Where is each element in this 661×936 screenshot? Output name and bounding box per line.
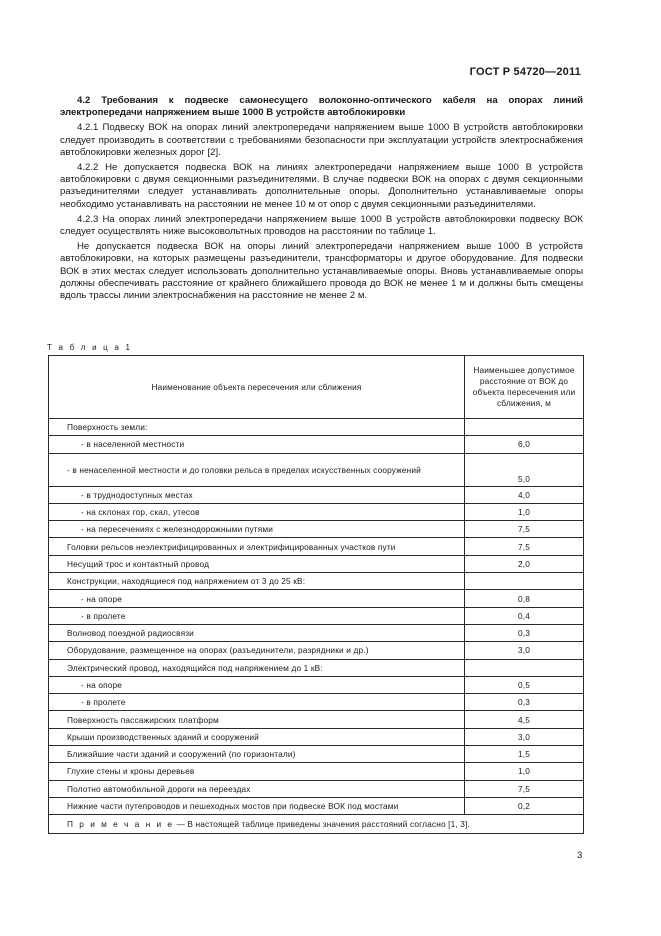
row-name: - в пролете <box>49 607 465 624</box>
row-value: 7,5 <box>465 521 584 538</box>
table-row <box>49 711 584 728</box>
table-row <box>49 503 584 520</box>
page-number: 3 <box>577 850 583 861</box>
table-row <box>49 746 584 763</box>
note-label: П р и м е ч а н и е <box>67 819 175 830</box>
row-name: Полотно автомобильной дороги на переездах <box>49 780 465 797</box>
row-value: 4,5 <box>465 711 584 728</box>
row-value: 1,0 <box>465 503 584 520</box>
table-row <box>49 436 584 453</box>
table-row <box>49 590 584 607</box>
row-value <box>465 659 584 676</box>
row-name: Электрический провод, находящийся под напряжением до 1 кВ: <box>49 659 465 676</box>
row-value <box>465 573 584 590</box>
section-heading: 4.2 Требования к подвеске самонесущего волоконно-оптического кабеля на опорах линий электропередачи напряжением выше 1000 В устройств автоблокировки <box>60 95 583 119</box>
row-name: - в труднодоступных местах <box>49 486 465 503</box>
table-row <box>49 659 584 676</box>
row-value: 7,5 <box>465 538 584 555</box>
table-row <box>49 555 584 572</box>
header-min-distance: Наименьшее допустимое расстояние от ВОК до объекта пересечения или сближения, м <box>465 356 584 419</box>
table-row <box>49 453 584 486</box>
table-row <box>49 676 584 693</box>
row-value: 2,0 <box>465 555 584 572</box>
row-value: 0,2 <box>465 797 584 814</box>
row-name: - на склонах гор, скал, утесов <box>49 503 465 520</box>
paragraph-4-2-3-continued: Не допускается подвеска ВОК на опоры линий электропередачи напряжением выше 1000 В устройств автоблокировки, на которых размещены разъединители, трансформаторы и другое оборудование. Для подвески ВОК в этих местах следует использовать дополнительно устанавливаемые опоры. Вновь устанавливаемые опоры должны обеспечивать расстояние от крайнего ближайшего провода до ВОК не менее 1 м и должны быть смещены вдоль трассы линии электроснабжения на расстояние не менее 2 м. <box>60 241 583 302</box>
paragraph-4-2-1: 4.2.1 Подвеску ВОК на опорах линий электропередачи напряжением выше 1000 В устройств автоблокировки следует производить в соответствии с требованиями безопасности при эксплуатации устройств электроснабжения автоблокировки железных дорог [2]. <box>60 122 583 158</box>
row-name: - на опоре <box>49 676 465 693</box>
row-name: Волновод поездной радиосвязи <box>49 624 465 641</box>
row-name: Ближайшие части зданий и сооружений (по горизонтали) <box>49 746 465 763</box>
row-name: - на опоре <box>49 590 465 607</box>
table-row <box>49 607 584 624</box>
row-value: 3,0 <box>465 642 584 659</box>
table-note <box>49 815 584 834</box>
row-value <box>465 419 584 436</box>
table-row <box>49 624 584 641</box>
note-text: — В настоящей таблице приведены значения расстояний согласно [1, 3]. <box>174 819 470 830</box>
table-row <box>49 573 584 590</box>
row-name: - на пересечениях с железнодорожными путями <box>49 521 465 538</box>
row-value: 1,5 <box>465 746 584 763</box>
table-row <box>49 797 584 814</box>
row-name: Глухие стены и кроны деревьев <box>49 763 465 780</box>
row-value: 4,0 <box>465 486 584 503</box>
row-value: 3,0 <box>465 728 584 745</box>
row-value: 0,5 <box>465 676 584 693</box>
document-standard-header: ГОСТ Р 54720—2011 <box>469 66 581 78</box>
row-name: Крыши производственных зданий и сооружений <box>49 728 465 745</box>
row-value: 5,0 <box>465 453 584 486</box>
row-value: 1,0 <box>465 763 584 780</box>
table-row <box>49 538 584 555</box>
table-row <box>49 642 584 659</box>
row-value: 7,5 <box>465 780 584 797</box>
table-row <box>49 521 584 538</box>
row-value: 6,0 <box>465 436 584 453</box>
table-row <box>49 763 584 780</box>
table-row <box>49 728 584 745</box>
row-name: Нижние части путепроводов и пешеходных мостов при подвеске ВОК под мостами <box>49 797 465 814</box>
row-name: Конструкции, находящиеся под напряжением от 3 до 25 кВ: <box>49 573 465 590</box>
table-row <box>49 694 584 711</box>
table-row <box>49 419 584 436</box>
section-4-2 <box>60 95 583 305</box>
table-header-row <box>49 356 584 419</box>
row-value: 0,4 <box>465 607 584 624</box>
table-row <box>49 780 584 797</box>
table-caption: Т а б л и ц а 1 <box>47 343 133 352</box>
row-value: 0,3 <box>465 624 584 641</box>
row-name: - в ненаселенной местности и до головки рельса в пределах искусственных сооружений <box>49 453 465 486</box>
row-name: Оборудование, размещенное на опорах (разъединители, разрядники и др.) <box>49 642 465 659</box>
row-value: 0,8 <box>465 590 584 607</box>
row-name: Поверхность земли: <box>49 419 465 436</box>
row-name: - в населенной местности <box>49 436 465 453</box>
paragraph-4-2-3: 4.2.3 На опорах линий электропередачи напряжением выше 1000 В устройств автоблокировки подвеску ВОК следует осуществлять ниже высоковольтных проводов на расстоянии по таблице 1. <box>60 213 583 238</box>
paragraph-4-2-2: 4.2.2 Не допускается подвеска ВОК на линиях электропередачи напряжением выше 1000 В устройств автоблокировки с двумя секционными разъединителями. В случае подвески ВОК на опорах с двумя секционными разъединителями следует устанавливать дополнительные опоры. Дополнительно устанавливаемые опоры необходимо устанавливать на расстоянии не менее 10 м от опор с двумя секционными разъединителями. <box>60 162 583 210</box>
table-row <box>49 486 584 503</box>
row-name: Несущий трос и контактный провод <box>49 555 465 572</box>
row-value: 0,3 <box>465 694 584 711</box>
distance-table <box>48 355 584 834</box>
table-note-row <box>49 815 584 834</box>
row-name: Головки рельсов неэлектрифицированных и электрифицированных участков пути <box>49 538 465 555</box>
row-name: - в пролете <box>49 694 465 711</box>
header-object-name: Наименование объекта пересечения или сближения <box>49 356 465 419</box>
row-name: Поверхность пассажирских платформ <box>49 711 465 728</box>
